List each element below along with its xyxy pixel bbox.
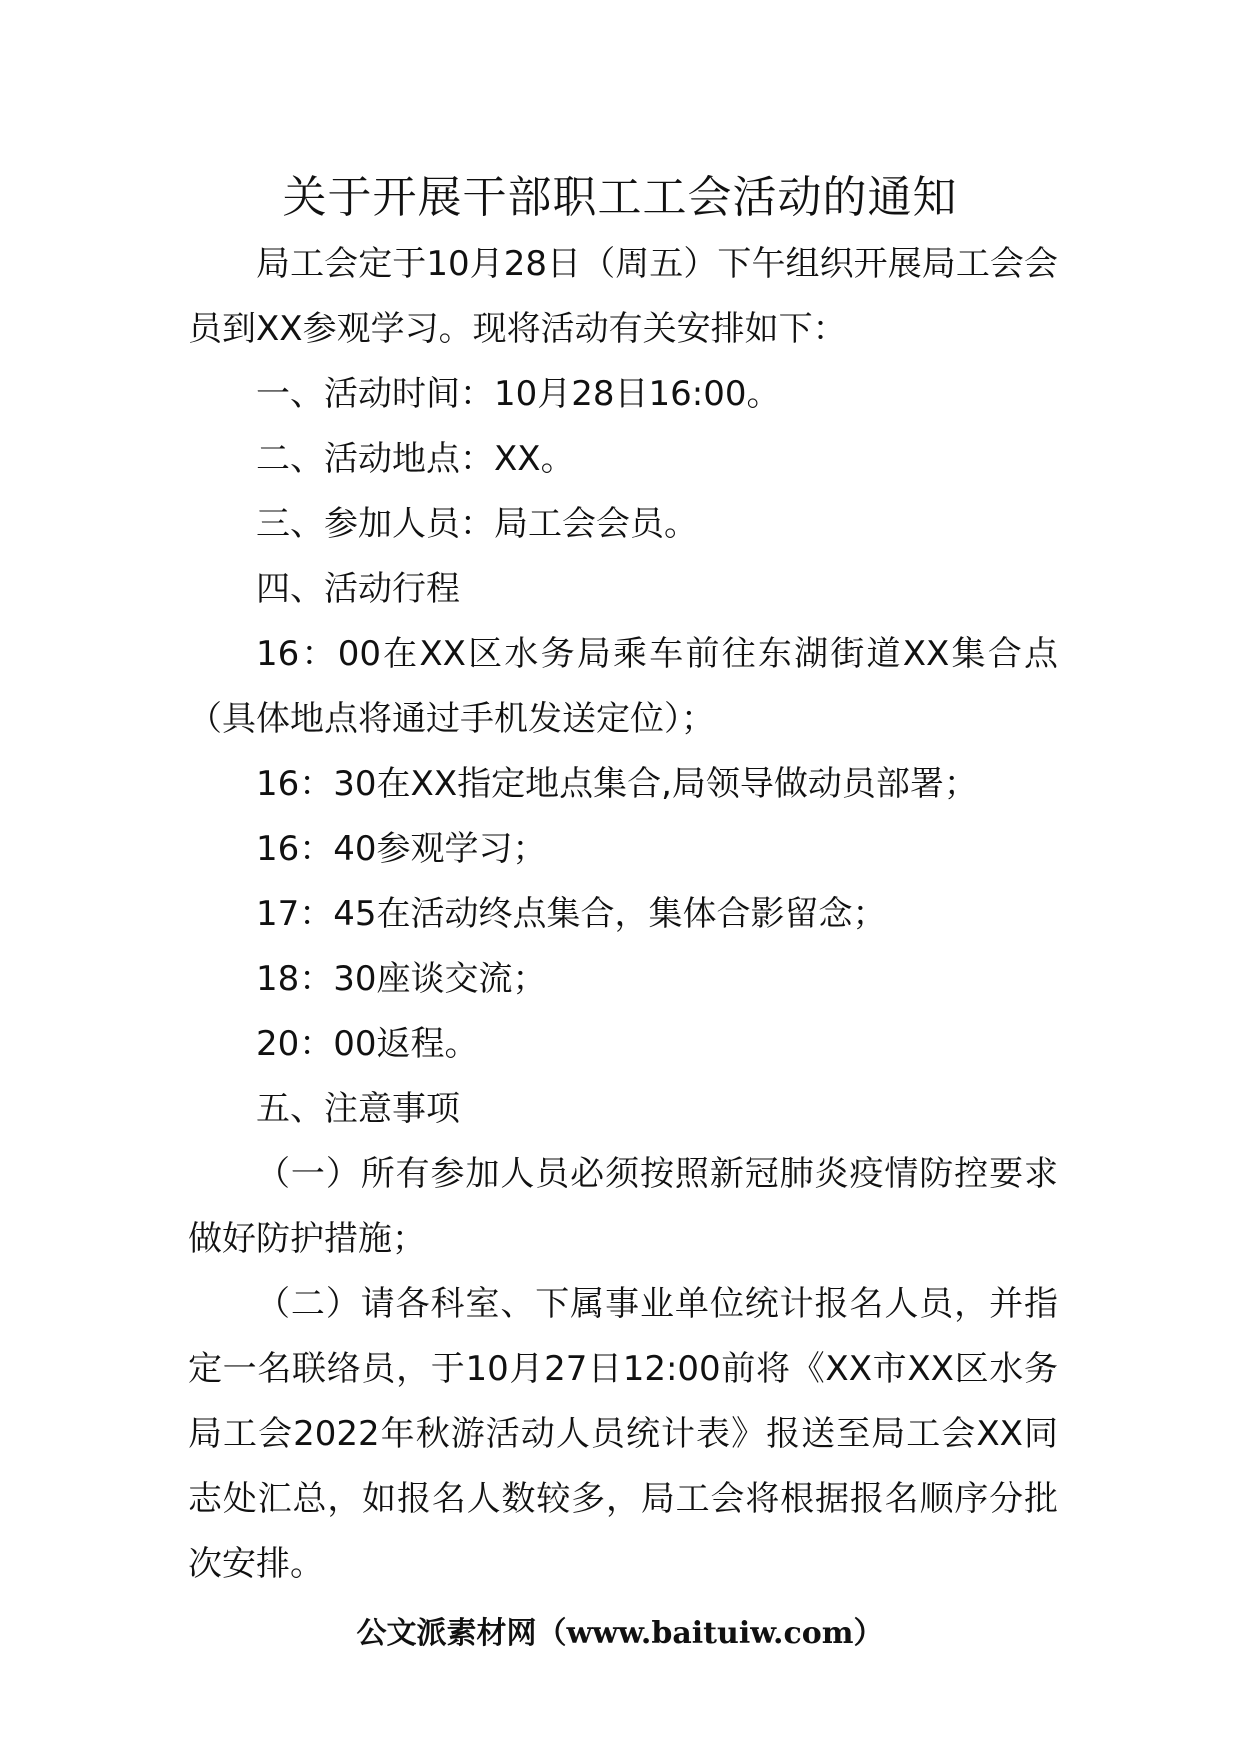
paragraph-notes-heading: 五、注意事项 — [256, 1089, 460, 1129]
paragraph-participants: 三、参加人员：局工会会员。 — [256, 504, 698, 544]
paragraph-note-item: （二）请各科室、下属事业单位统计报名人员，并指定一名联络员，于10月27日12:00前将《XX市XX区水务局工会2022年秋游活动人员统计表》报送至局工会XX同志处汇总，如报名人数较多，局工会将根据报名顺序分批次安排。 — [188, 1284, 1058, 1584]
document-title: 关于开展干部职工工会活动的通知 — [282, 172, 958, 223]
paragraph-itinerary-item: 20：00返程。 — [256, 1024, 479, 1064]
paragraph-itinerary-item: 17：45在活动终点集合，集体合影留念； — [256, 894, 887, 934]
paragraph-itinerary-heading: 四、活动行程 — [256, 569, 460, 609]
paragraph-itinerary-item: 16：40参观学习； — [256, 829, 547, 869]
paragraph-note-item: （一）所有参加人员必须按照新冠肺炎疫情防控要求做好防护措施； — [188, 1154, 1058, 1259]
paragraph-intro: 局工会定于10月28日（周五）下午组织开展局工会会员到XX参观学习。现将活动有关安排如下： — [188, 244, 1058, 349]
paragraph-itinerary-item: 18：30座谈交流； — [256, 959, 547, 999]
document-body — [188, 232, 1058, 1597]
paragraph-time: 一、活动时间：10月28日16:00。 — [256, 374, 781, 414]
paragraph-itinerary-item: 16：30在XX指定地点集合,局领导做动员部署； — [256, 764, 978, 804]
paragraph-itinerary-item: 16：00在XX区水务局乘车前往东湖街道XX集合点（具体地点将通过手机发送定位）； — [188, 634, 1058, 739]
footer-watermark: 公文派素材网（www.baituiw.com） — [356, 1616, 884, 1651]
paragraph-location: 二、活动地点：XX。 — [256, 439, 575, 479]
